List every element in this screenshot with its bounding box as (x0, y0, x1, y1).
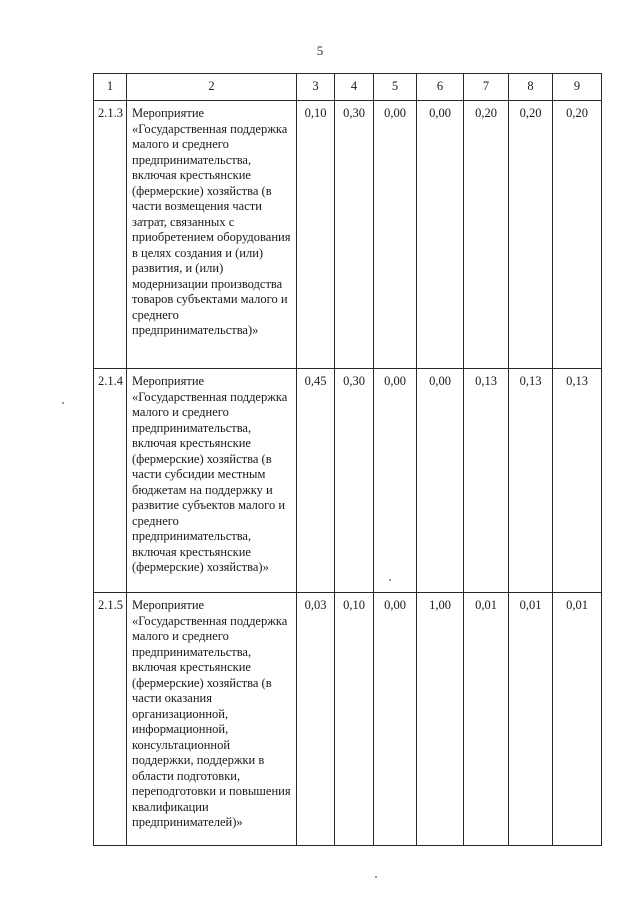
row-value: 0,01 (464, 593, 509, 846)
row-value: 0,13 (509, 369, 553, 593)
row-value: 0,20 (464, 101, 509, 369)
row-value: 0,13 (464, 369, 509, 593)
row-value: 0,10 (335, 593, 374, 846)
column-header: 4 (335, 74, 374, 101)
column-header: 8 (509, 74, 553, 101)
scan-speck (62, 402, 64, 404)
column-header: 7 (464, 74, 509, 101)
page-number: 5 (316, 43, 324, 58)
column-header: 3 (297, 74, 335, 101)
row-description: Мероприятие «Государственная поддержка малого и среднего предпринимательства, включая крестьянские (фермерские) хозяйства (в части возмещения части затрат, связанных с приобретением оборудования в целях создания и (или) развития, и (или) модернизации производства товаров субъектами малого и среднего предпринимательства)» (127, 101, 297, 369)
table-row (94, 369, 602, 593)
row-description: Мероприятие «Государственная поддержка малого и среднего предпринимательства, включая крестьянские (фермерские) хозяйства (в части субсидии местным бюджетам на поддержку и развитие субъектов малого и среднего предпринимательства, включая крестьянские (фермерские) хозяйства)» (127, 369, 297, 593)
table-row (94, 593, 602, 846)
row-value: 0,45 (297, 369, 335, 593)
row-value: 0,00 (417, 369, 464, 593)
row-value: 0,00 (374, 101, 417, 369)
row-code: 2.1.3 (94, 101, 127, 369)
row-value: 0,20 (509, 101, 553, 369)
row-value: 0,10 (297, 101, 335, 369)
row-value: 0,03 (297, 593, 335, 846)
row-value: 0,30 (335, 101, 374, 369)
row-value: 0,01 (509, 593, 553, 846)
column-header: 1 (94, 74, 127, 101)
column-header: 5 (374, 74, 417, 101)
row-value: 0,01 (553, 593, 602, 846)
row-value: 0,00 (374, 593, 417, 846)
row-description: Мероприятие «Государственная поддержка малого и среднего предпринимательства, включая крестьянские (фермерские) хозяйства (в части оказания организационной, информационной, консультационной поддержки, поддержки в области подготовки, переподготовки и повышения квалификации предпринимателей)» (127, 593, 297, 846)
column-header: 9 (553, 74, 602, 101)
row-code: 2.1.5 (94, 593, 127, 846)
column-header: 6 (417, 74, 464, 101)
table-header-row (94, 74, 602, 101)
row-value: 0,30 (335, 369, 374, 593)
row-value: 1,00 (417, 593, 464, 846)
row-value: 0,00 (417, 101, 464, 369)
row-code: 2.1.4 (94, 369, 127, 593)
table-row (94, 101, 602, 369)
scan-speck (389, 579, 391, 581)
scan-speck (375, 876, 377, 878)
row-value: 0,13 (553, 369, 602, 593)
budget-table (93, 73, 602, 846)
row-value: 0,20 (553, 101, 602, 369)
row-value: 0,00 (374, 369, 417, 593)
column-header: 2 (127, 74, 297, 101)
